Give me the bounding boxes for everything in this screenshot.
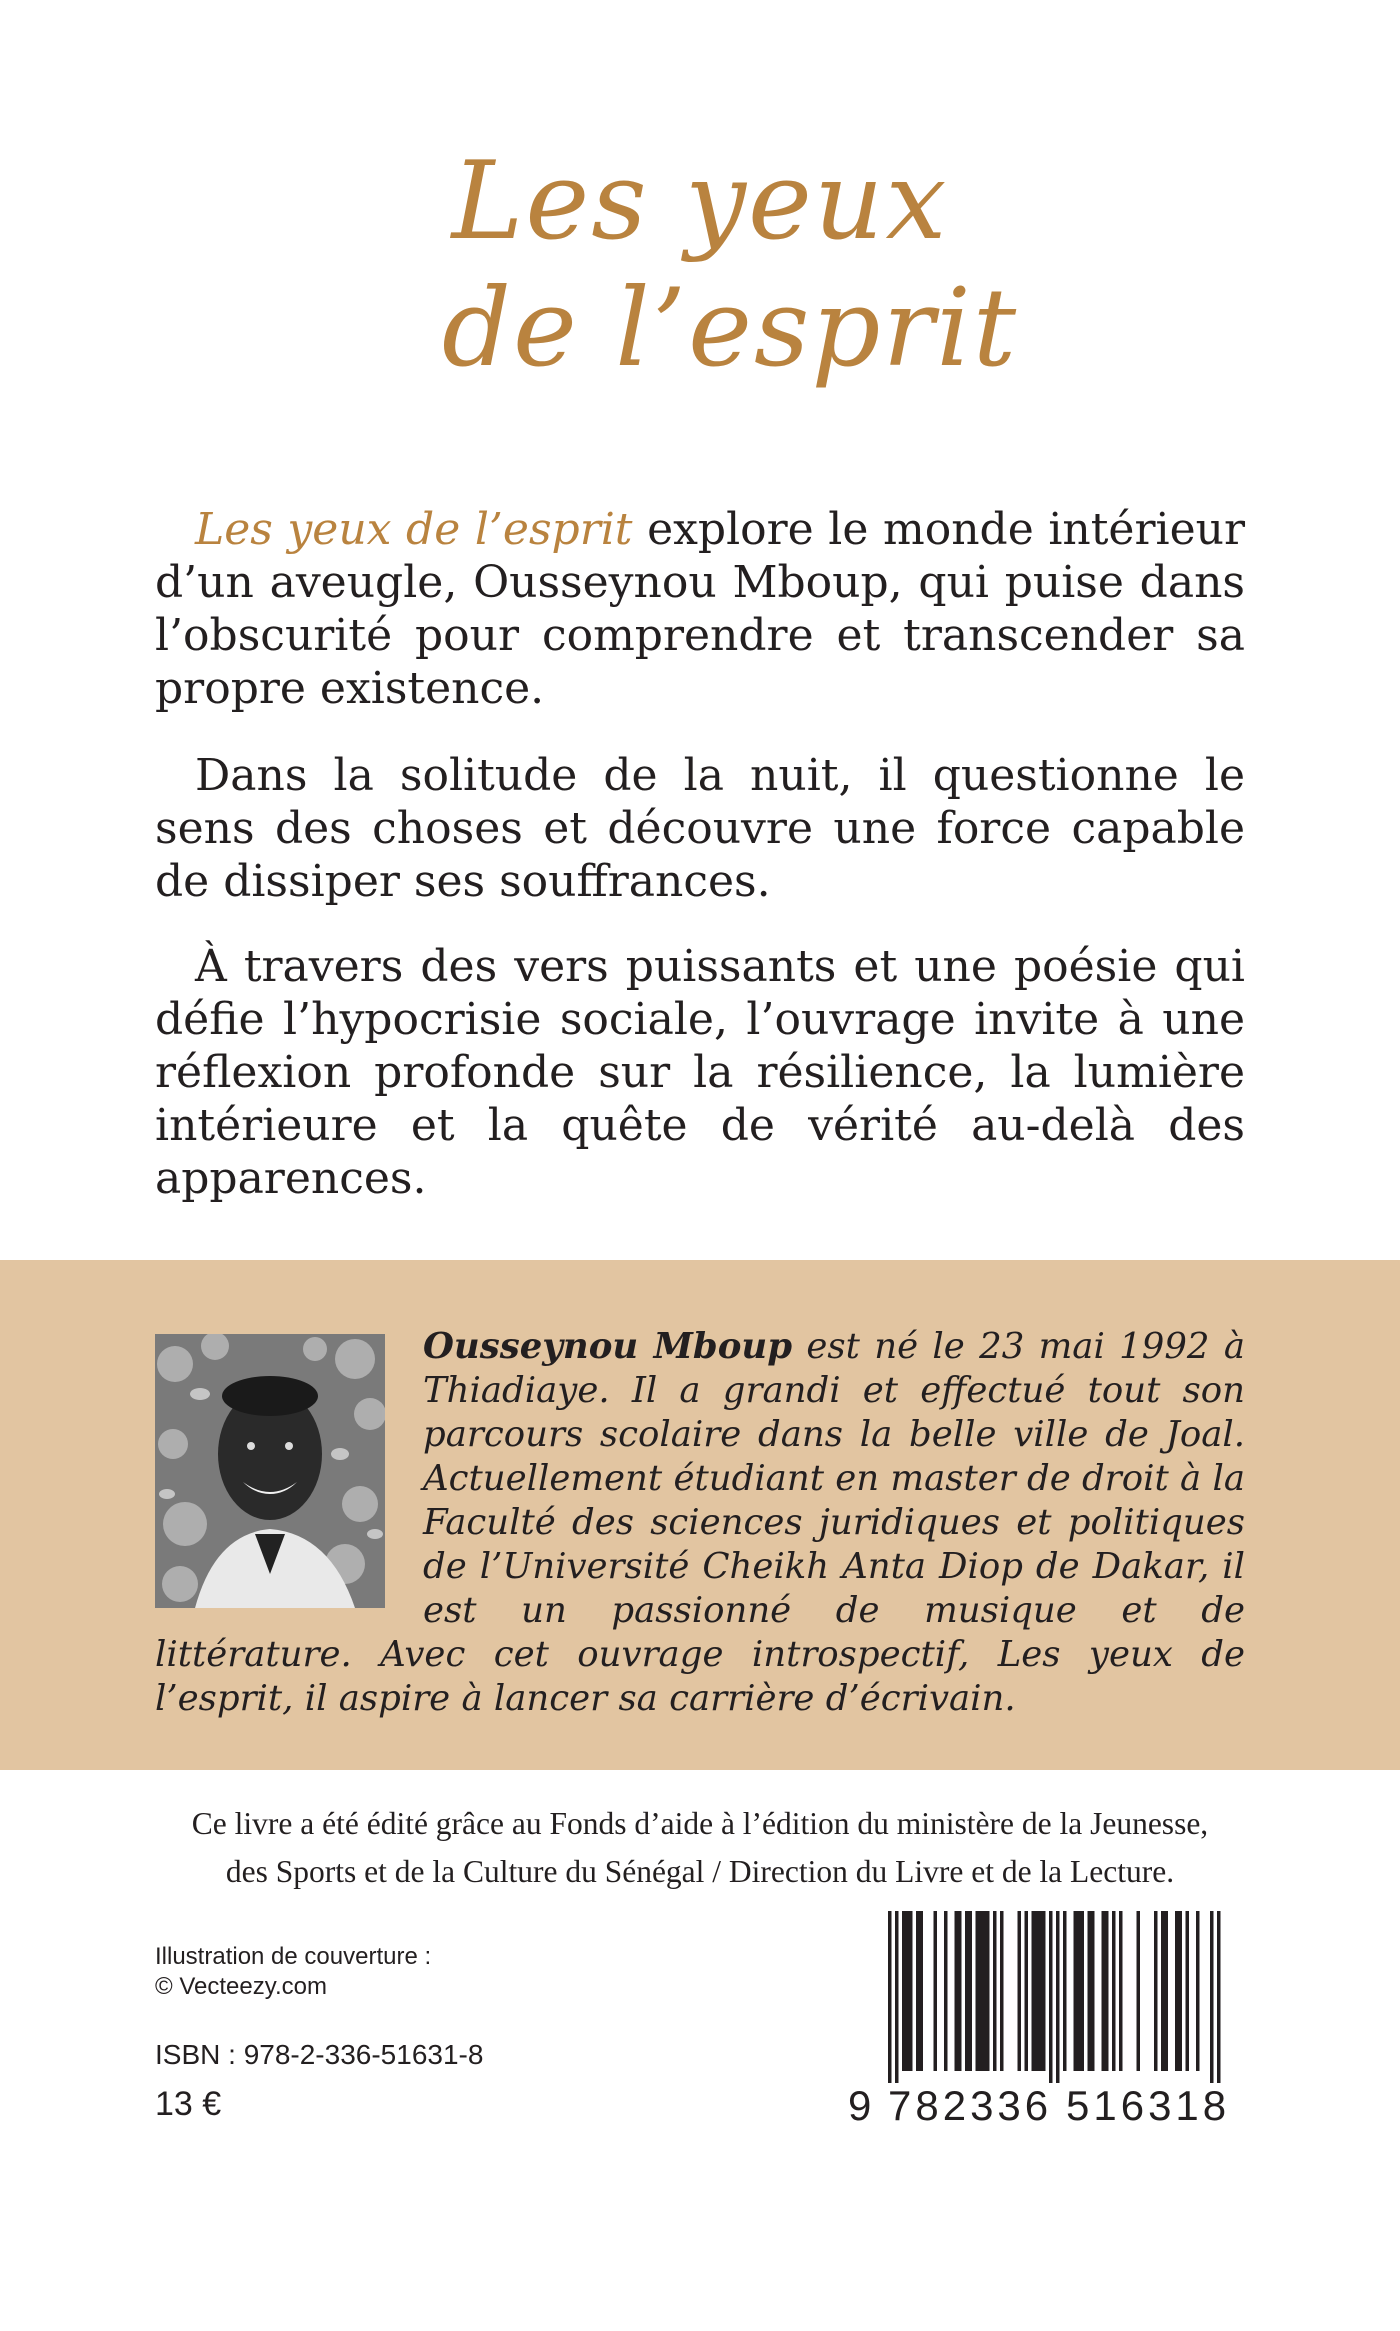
- barcode-bar: [1077, 1911, 1081, 2071]
- illustration-source: © Vecteezy.com: [155, 1973, 327, 2000]
- barcode-bar: [976, 1911, 980, 2071]
- cover-title-line-1: Les yeux: [451, 139, 949, 264]
- barcode-guard-bar: [895, 1911, 899, 2083]
- illustration-label: Illustration de couverture :: [155, 1943, 432, 1970]
- barcode-bar: [1179, 1911, 1183, 2071]
- photo-spacer: [155, 1325, 423, 1625]
- barcode-bar: [983, 1911, 987, 2071]
- barcode-bar: [1035, 1911, 1039, 2071]
- blurb-paragraph-3: [155, 940, 1245, 1205]
- barcode-bar: [1042, 1911, 1046, 2071]
- author-bio-text: est né le 23 mai 1992 à Thiadiaye. Il a grandi et effectué tout son parcours scolaire dans la belle ville de Joal. Actuellement étudiant en master de droit à la Faculté des sciences juridiques et politiques de l’Université Cheikh Anta Diop de Dakar, il est un passionné de musique et de littérature. Avec cet ouvrage introspectif, Les yeux de l’esprit, il aspire à lancer sa carrière d’écrivain.: [155, 1326, 1245, 1719]
- barcode-bar: [909, 1911, 913, 2071]
- barcode-bar: [1119, 1911, 1123, 2071]
- barcode-bar: [1102, 1911, 1106, 2071]
- barcode-bar: [986, 1911, 990, 2071]
- barcode-guard-bar: [1217, 1911, 1221, 2083]
- barcode-bar: [906, 1911, 910, 2071]
- funding-credit: [0, 1800, 1400, 1896]
- barcode-guard-bar: [1210, 1911, 1214, 2083]
- barcode-bar: [1081, 1911, 1085, 2071]
- barcode-bar: [902, 1911, 906, 2071]
- blurb-paragraph-1: [155, 503, 1245, 715]
- price-text: 13 €: [155, 2085, 222, 2123]
- blurb-book-title: Les yeux de l’esprit: [195, 504, 633, 555]
- isbn-text: ISBN : 978-2-336-51631-8: [155, 2039, 484, 2070]
- barcode-first-digit: 9: [848, 2082, 872, 2129]
- barcode-bar: [1137, 1911, 1141, 2071]
- barcode-bar: [958, 1911, 962, 2071]
- barcode-bar: [1196, 1911, 1200, 2071]
- barcode-bars: [848, 1903, 1241, 2085]
- blurb-paragraph-1-text: explore le monde intérieur d’un aveugle, Ousseynou Mboup, qui puise dans l’obscurité pour comprendre et transcender sa propre existence.: [155, 504, 1245, 714]
- funding-credit-line-1: Ce livre a été édité grâce au Fonds d’aide à l’édition du ministère de la Jeunesse,: [191, 1806, 1209, 1841]
- barcode-guard-bar: [1056, 1911, 1060, 2083]
- barcode-guard-bar: [1049, 1911, 1053, 2083]
- barcode-bar: [1000, 1911, 1004, 2071]
- blurb-paragraph-2-text: Dans la solitude de la nuit, il questionne le sens des choses et découvre une force capable de dissiper ses souffrances.: [155, 750, 1245, 907]
- barcode-bar: [965, 1911, 969, 2071]
- barcode-bar: [1032, 1911, 1036, 2071]
- barcode-bar: [1088, 1911, 1092, 2071]
- author-name: Ousseynou Mboup: [423, 1326, 793, 1367]
- barcode-bar: [1112, 1911, 1116, 2071]
- barcode-bar: [969, 1911, 973, 2071]
- barcode-bar: [1165, 1911, 1169, 2071]
- barcode-guard-bar: [888, 1911, 892, 2083]
- barcode-bar: [1161, 1911, 1165, 2071]
- barcode-bar: [1091, 1911, 1095, 2071]
- barcode-left-digits: 782336: [888, 2082, 1053, 2129]
- barcode-bar: [1018, 1911, 1022, 2071]
- barcode-bar: [1154, 1911, 1158, 2071]
- funding-credit-line-2: des Sports et de la Culture du Sénégal / Direction du Livre et de la Lecture.: [225, 1854, 1175, 1889]
- barcode-bar: [1186, 1911, 1190, 2071]
- barcode-bar: [1074, 1911, 1078, 2071]
- barcode-bar: [993, 1911, 997, 2071]
- barcode-bar: [1025, 1911, 1029, 2071]
- barcode-bar: [955, 1911, 959, 2071]
- barcode-bar: [1175, 1911, 1179, 2071]
- barcode-bar: [916, 1911, 920, 2071]
- barcode-bar: [979, 1911, 983, 2071]
- cover-title-line-2: de l’esprit: [441, 266, 1019, 391]
- barcode-right-digits: 516318: [1066, 2082, 1231, 2129]
- barcode-bar: [934, 1911, 938, 2071]
- blurb-paragraph-2: [155, 749, 1245, 908]
- illustration-credit: [155, 1942, 431, 2002]
- barcode-bar: [1039, 1911, 1043, 2071]
- blurb-paragraph-3-text: À travers des vers puissants et une poésie qui défie l’hypocrisie sociale, l’ouvrage invite à une réflexion profonde sur la résilience, la lumière intérieure et la quête de vérité au-delà des apparences.: [155, 941, 1245, 1204]
- barcode-bar: [1063, 1911, 1067, 2071]
- barcode-bar: [944, 1911, 948, 2071]
- barcode-digits: [848, 2081, 1241, 2331]
- barcode: [848, 1903, 1241, 2133]
- author-bio: [155, 1325, 1245, 1721]
- barcode-bar: [1105, 1911, 1109, 2071]
- barcode-bar: [920, 1911, 924, 2071]
